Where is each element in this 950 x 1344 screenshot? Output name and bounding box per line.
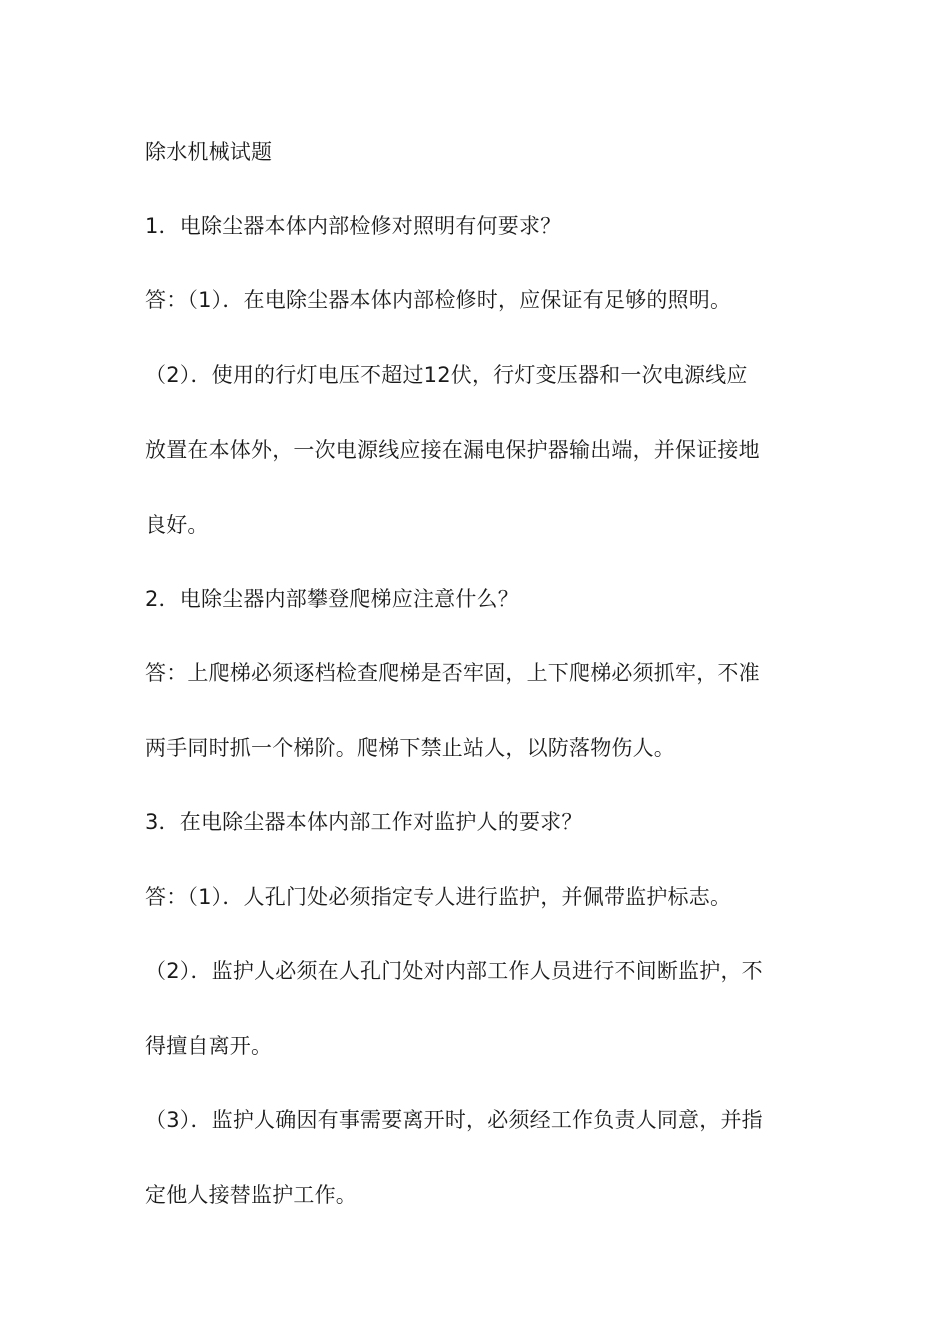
answer-1-line-2: （2）．使用的行灯电压不超过12伏，行灯变压器和一次电源线应: [145, 363, 748, 387]
answer-3-line-3: 得擅自离开。: [145, 1034, 273, 1058]
document-title: 除水机械试题: [145, 140, 273, 164]
answer-3-line-4: （3）．监护人确因有事需要离开时，必须经工作负责人同意，并指: [145, 1108, 763, 1132]
answer-3-line-2: （2）．监护人必须在人孔门处对内部工作人员进行不间断监护，不: [145, 959, 763, 983]
answer-3-line-5: 定他人接替监护工作。: [145, 1183, 357, 1207]
question-2: 2．电除尘器内部攀登爬梯应注意什么？: [145, 587, 519, 611]
answer-1-line-4: 良好。: [145, 513, 209, 537]
answer-1-line-1: 答：（1）．在电除尘器本体内部检修时，应保证有足够的照明。: [145, 288, 732, 312]
answer-2-line-1: 答：上爬梯必须逐档检查爬梯是否牢固，上下爬梯必须抓牢，不准: [145, 661, 760, 685]
answer-1-line-3: 放置在本体外，一次电源线应接在漏电保护器输出端，并保证接地: [145, 438, 760, 462]
question-3: 3．在电除尘器本体内部工作对监护人的要求？: [145, 810, 583, 834]
answer-2-line-2: 两手同时抓一个梯阶。爬梯下禁止站人，以防落物伤人。: [145, 736, 675, 760]
answer-3-line-1: 答：（1）．人孔门处必须指定专人进行监护，并佩带监护标志。: [145, 885, 732, 909]
question-1: 1．电除尘器本体内部检修对照明有何要求？: [145, 214, 562, 238]
